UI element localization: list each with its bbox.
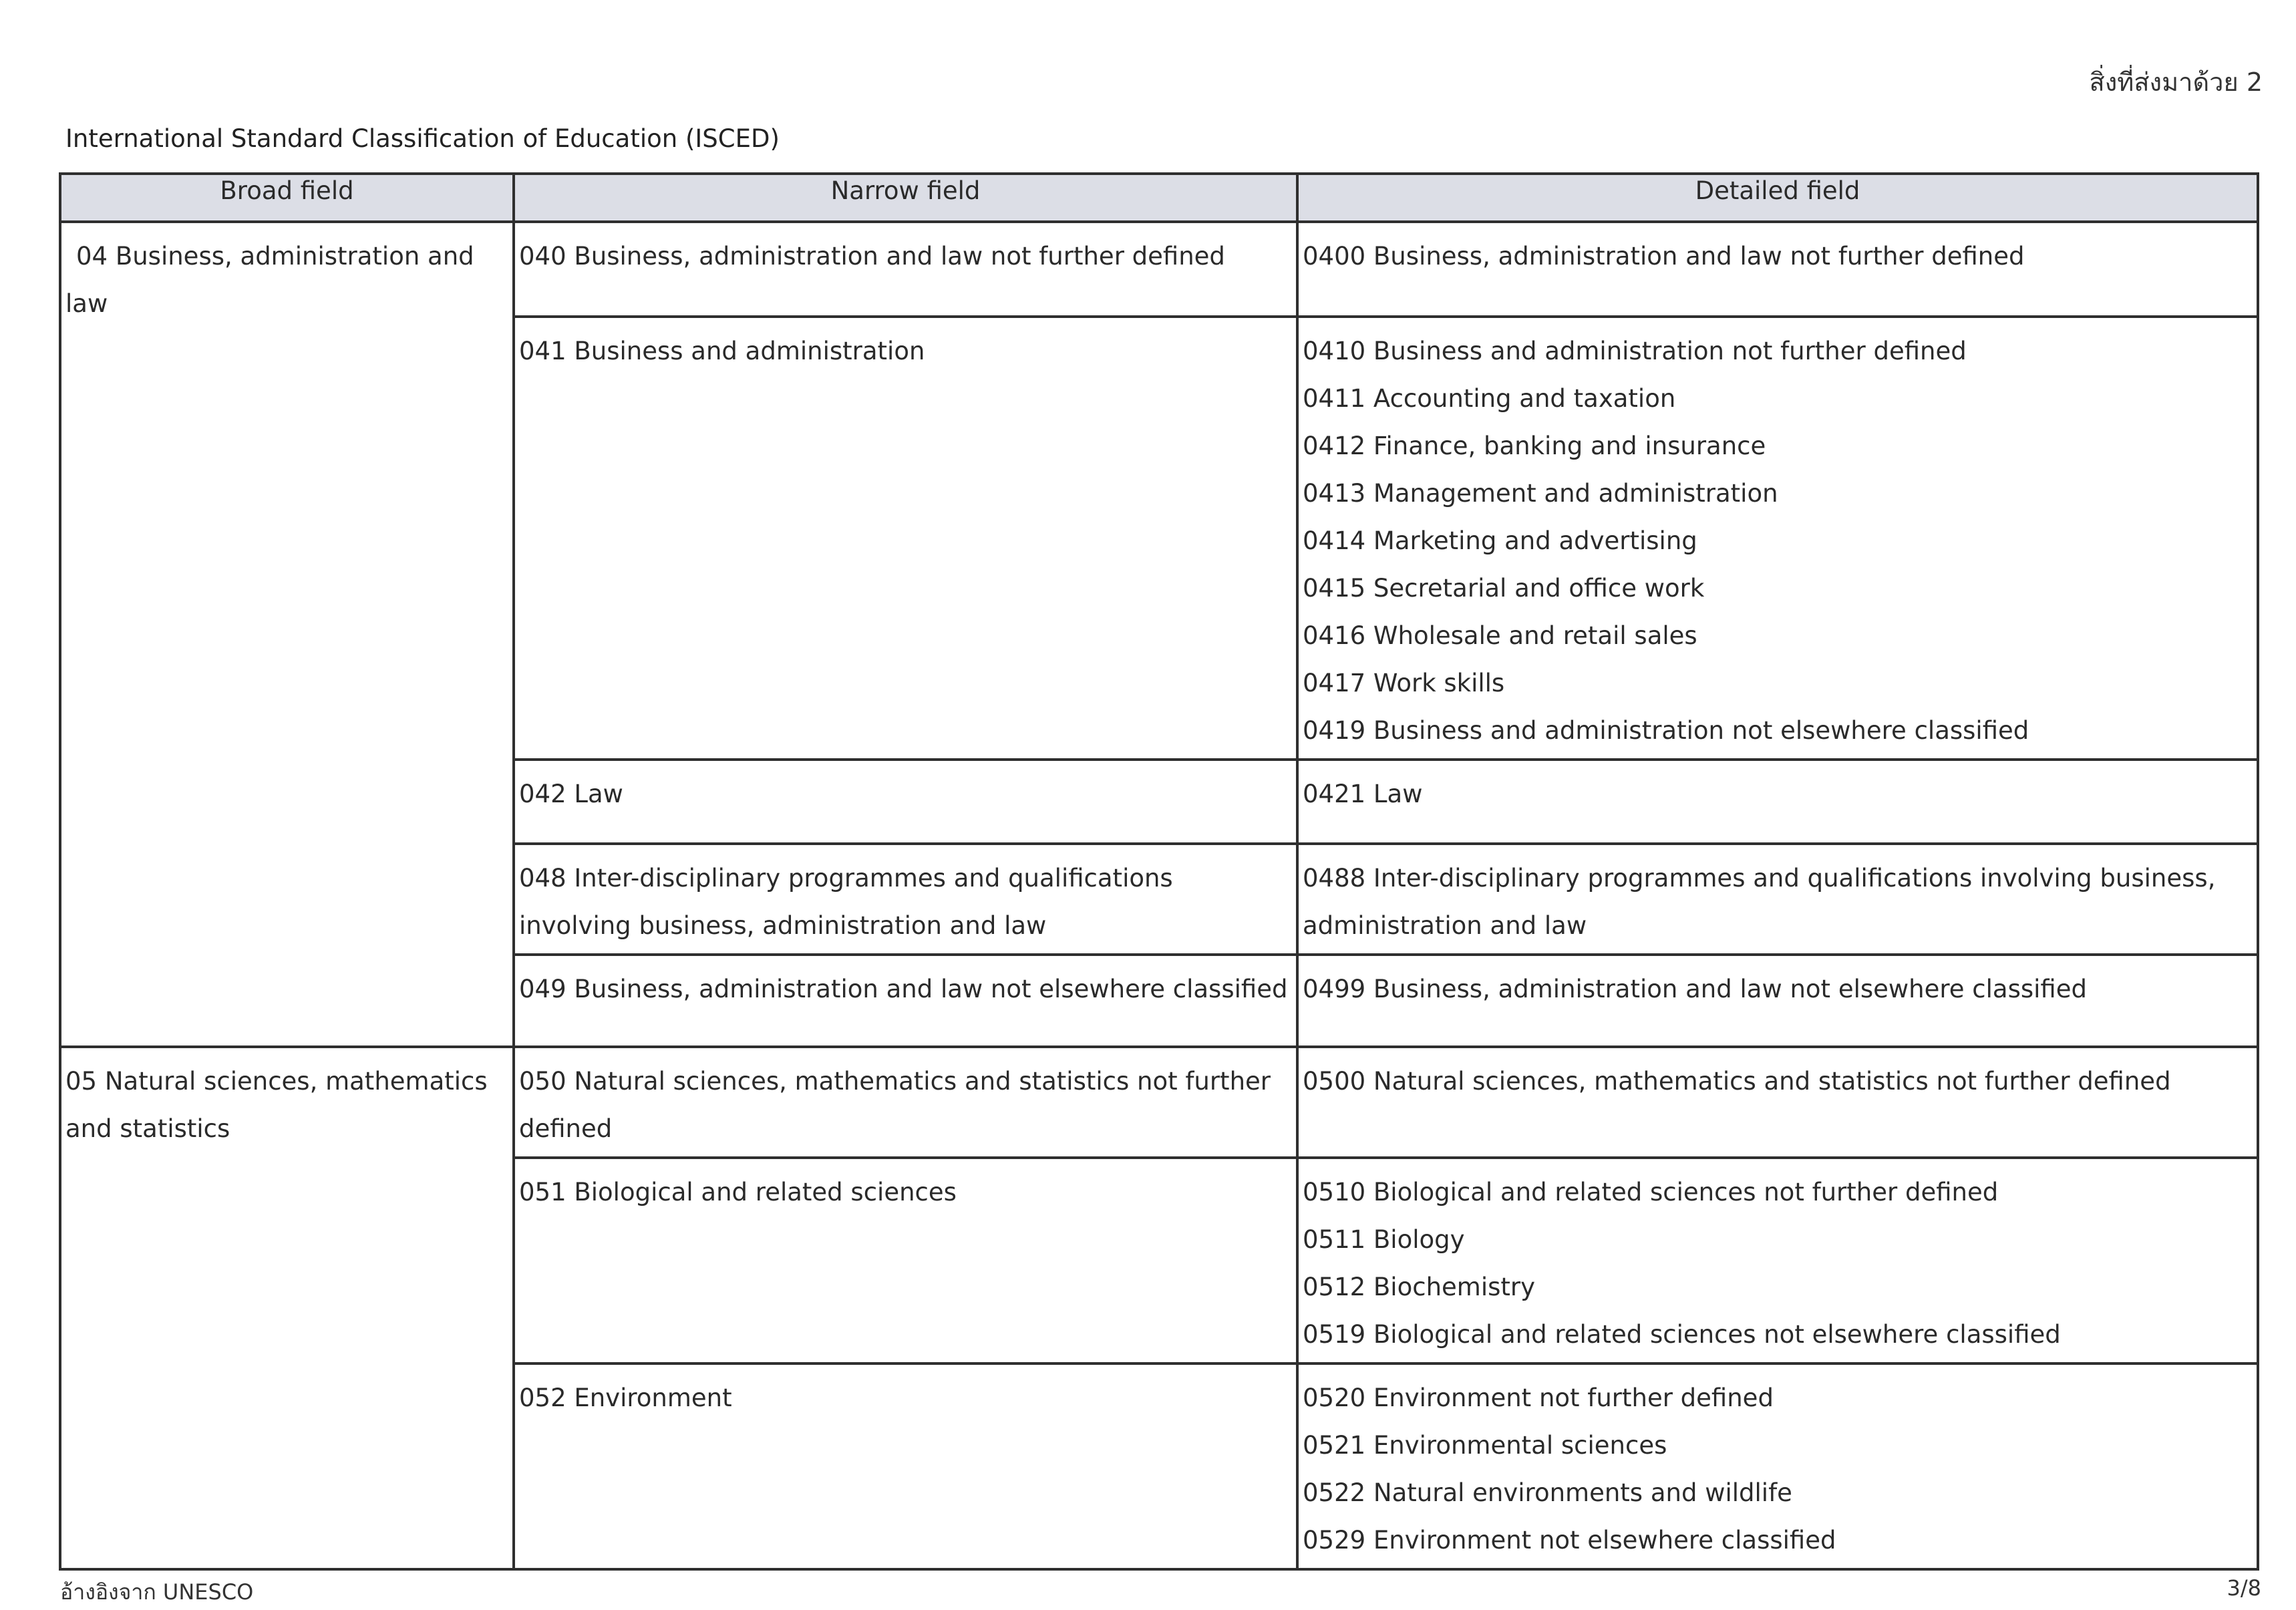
detailed-field-item: 0421 Law	[1303, 780, 1423, 808]
table-row	[60, 1047, 2258, 1158]
narrow-field-cell	[514, 760, 1297, 844]
isced-table	[59, 172, 2259, 1571]
narrow-field-cell	[514, 1363, 1297, 1569]
detailed-field-cell	[1297, 1047, 2258, 1158]
detailed-field-item: 0415 Secretarial and office work	[1303, 574, 1705, 603]
detailed-field-item: 0521 Environmental sciences	[1303, 1431, 1667, 1460]
narrow-field-cell	[514, 222, 1297, 317]
detailed-field-item: 0519 Biological and related sciences not elsewhere classified	[1303, 1320, 2061, 1349]
narrow-field-label: 051 Biological and related sciences	[519, 1178, 957, 1206]
broad-field-cell	[60, 222, 514, 1047]
page-number: 3/8	[2227, 1575, 2261, 1601]
source-note: อ้างอิงจาก UNESCO	[60, 1579, 254, 1605]
detailed-field-item: 0529 Environment not elsewhere classified	[1303, 1526, 1836, 1555]
detailed-field-cell	[1297, 1363, 2258, 1569]
narrow-field-cell	[514, 955, 1297, 1047]
narrow-field-cell	[514, 1047, 1297, 1158]
narrow-field-label: 049 Business, administration and law not elsewhere classified	[519, 975, 1288, 1003]
detailed-field-item: 0488 Inter-disciplinary programmes and qualifications involving business, administration and law	[1303, 864, 2216, 940]
column-header-narrow: Narrow field	[514, 174, 1297, 222]
detailed-field-item: 0522 Natural environments and wildlife	[1303, 1478, 1792, 1507]
narrow-field-label: 041 Business and administration	[519, 337, 925, 365]
detailed-field-item: 0419 Business and administration not elsewhere classified	[1303, 716, 2029, 745]
detailed-field-item: 0410 Business and administration not further defined	[1303, 337, 1967, 365]
narrow-field-label: 052 Environment	[519, 1384, 732, 1412]
narrow-field-cell	[514, 844, 1297, 955]
detailed-field-item: 0411 Accounting and taxation	[1303, 384, 1676, 413]
detailed-field-item: 0412 Finance, banking and insurance	[1303, 432, 1766, 460]
detailed-field-cell	[1297, 955, 2258, 1047]
detailed-field-item: 0520 Environment not further defined	[1303, 1384, 1774, 1412]
broad-field-cell	[60, 1047, 514, 1569]
detailed-field-item: 0416 Wholesale and retail sales	[1303, 621, 1697, 650]
detailed-field-cell	[1297, 760, 2258, 844]
attachment-label: สิ่งที่ส่งมาด้วย 2	[2089, 67, 2263, 97]
narrow-field-label: 050 Natural sciences, mathematics and statistics not further defined	[519, 1067, 1271, 1143]
detailed-field-item: 0417 Work skills	[1303, 669, 1505, 697]
detailed-field-cell	[1297, 844, 2258, 955]
narrow-field-cell	[514, 1158, 1297, 1363]
detailed-field-item: 0512 Biochemistry	[1303, 1273, 1535, 1301]
document-title: International Standard Classification of Education (ISCED)	[65, 124, 780, 153]
detailed-field-cell	[1297, 1158, 2258, 1363]
broad-field-label: 05 Natural sciences, mathematics and statistics	[65, 1067, 488, 1143]
column-header-broad: Broad field	[60, 174, 514, 222]
detailed-field-item: 0499 Business, administration and law not elsewhere classified	[1303, 975, 2087, 1003]
detailed-field-cell	[1297, 317, 2258, 760]
table-row	[60, 222, 2258, 317]
narrow-field-label: 048 Inter-disciplinary programmes and qualifications involving business, administration and law	[519, 864, 1173, 940]
narrow-field-cell	[514, 317, 1297, 760]
broad-field-label: 04 Business, administration and law	[65, 242, 474, 318]
narrow-field-label: 040 Business, administration and law not further defined	[519, 242, 1225, 271]
detailed-field-item: 0510 Biological and related sciences not further defined	[1303, 1178, 1999, 1206]
detailed-field-cell	[1297, 222, 2258, 317]
detailed-field-item: 0511 Biology	[1303, 1225, 1465, 1254]
detailed-field-item: 0414 Marketing and advertising	[1303, 526, 1697, 555]
detailed-field-item: 0500 Natural sciences, mathematics and statistics not further defined	[1303, 1067, 2171, 1096]
table-header-row	[60, 174, 2258, 222]
detailed-field-item: 0400 Business, administration and law not further defined	[1303, 242, 2025, 271]
narrow-field-label: 042 Law	[519, 780, 623, 808]
column-header-detailed: Detailed field	[1297, 174, 2258, 222]
detailed-field-item: 0413 Management and administration	[1303, 479, 1778, 508]
